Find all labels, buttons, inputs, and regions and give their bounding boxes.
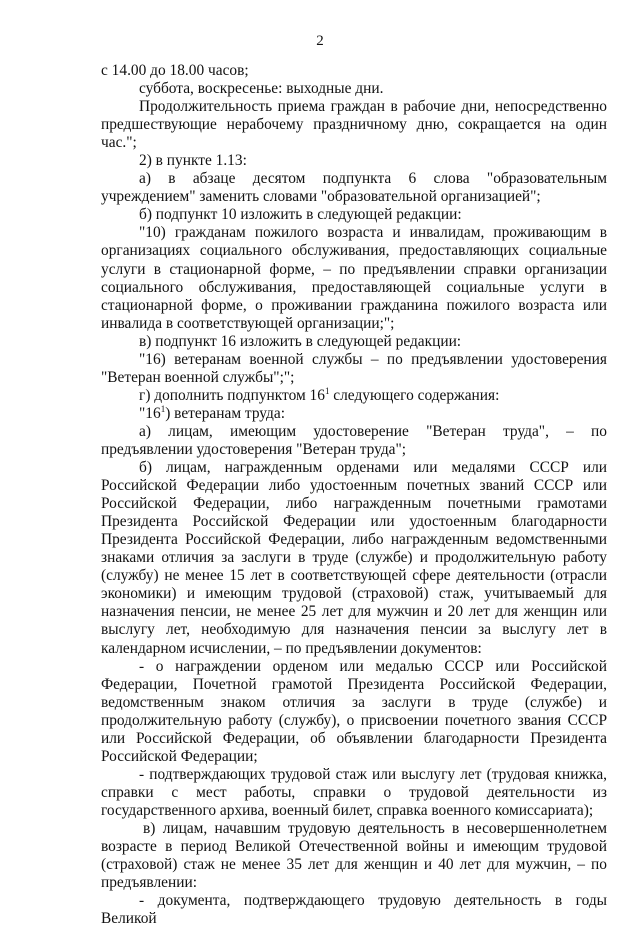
paragraph-pre-holiday: Продолжительность приема граждан в рабочие дни, непосредственно предшествующие нерабочему праздничному дню, сокращается на один час."; <box>101 98 607 152</box>
paragraph-sub-a: а) в абзаце десятом подпункта 6 слова "образовательным учреждением" заменить словами "образовательной организацией"; <box>101 170 607 206</box>
superscript: 1 <box>160 403 166 414</box>
paragraph-subitem-16: "16) ветеранам военной службы – по предъявлении удостоверения "Ветеран военной службы";"; <box>101 350 607 386</box>
document-body <box>101 62 607 928</box>
text-after-superscript: следующего содержания: <box>329 386 500 404</box>
paragraph-item-2: 2) в пункте 1.13: <box>139 152 247 170</box>
paragraph-labour-veterans-b: б) лицам, награжденным орденами или медалями СССР или Российской Федерации либо удостоенным почетных званий СССР или Российской Федерации, либо награжденным почетными грамотами Президента Российской Федерации или удостоенным благодарности Президента Российской Федерации, либо награжденным ведомственными знаками отличия за заслуги в труде (службе) и продолжительную работу (службу) не менее 15 лет в соответствующей сфере деятельности (отрасли экономики) и имеющим трудовой (страховой) стаж, учитываемый для назначения пенсии, не менее 25 лет для мужчин и 20 лет для женщин или выслугу лет, необходимую для назначения пенсии за выслугу лет в календарном исчислении, – по предъявлении документов: <box>101 459 607 657</box>
paragraph-labour-veterans-a: а) лицам, имеющим удостоверение "Ветеран труда", – по предъявлении удостоверения "Ветеран труда"; <box>101 422 607 458</box>
text-before-superscript: "16 <box>139 404 161 422</box>
paragraph-subitem-16-1 <box>101 405 607 423</box>
paragraph-award-documents: - о награждении орденом или медалью СССР или Российской Федерации, Почетной грамотой Президента Российской Федерации, ведомственным знаком отличия за заслуги в труде (службе) и продолжительную работу (службу), о присвоении почетного звания СССР или Российской Федерации, об объявлении благодарности Президента Российской Федерации; <box>101 657 607 765</box>
paragraph-wartime-document: - документа, подтверждающего трудовую деятельность в годы Великой <box>101 892 607 928</box>
paragraph-subitem-10: "10) гражданам пожилого возраста и инвалидам, проживающим в организациях социального обслуживания, предоставляющих социальные услуги в стационарной форме, – по предъявлении справки организации социального обслуживания, предоставляющей социальные услуги в стационарной форме, о проживании гражданина пожилого возраста или инвалида в соответствующей организации;"; <box>101 224 607 332</box>
text-after-superscript: ) ветеранам труда: <box>165 404 285 422</box>
paragraph-service-documents: - подтверждающих трудовой стаж или выслугу лет (трудовая книжка, справки с мест работы, справки о трудовой деятельности из государственного архива, военный билет, справка военного комиссариата); <box>101 765 607 819</box>
paragraph-sub-v: в) подпункт 16 изложить в следующей редакции: <box>139 332 462 350</box>
paragraph-sub-g <box>101 387 607 405</box>
paragraph-labour-veterans-v: в) лицам, начавшим трудовую деятельность в несовершеннолетнем возрасте в период Великой Отечественной войны и имеющим трудовой (страховой) стаж не менее 35 лет для женщин и 40 лет для мужчин, – по предъявлении: <box>101 819 607 892</box>
text-before-superscript: г) дополнить подпунктом 16 <box>139 386 325 404</box>
superscript: 1 <box>324 385 330 396</box>
paragraph-sub-b: б) подпункт 10 изложить в следующей редакции: <box>139 206 462 224</box>
paragraph-hours-continuation: с 14.00 до 18.00 часов; <box>101 62 249 79</box>
paragraph-weekend: суббота, воскресенье: выходные дни. <box>139 80 384 98</box>
page-number: 2 <box>316 33 324 49</box>
